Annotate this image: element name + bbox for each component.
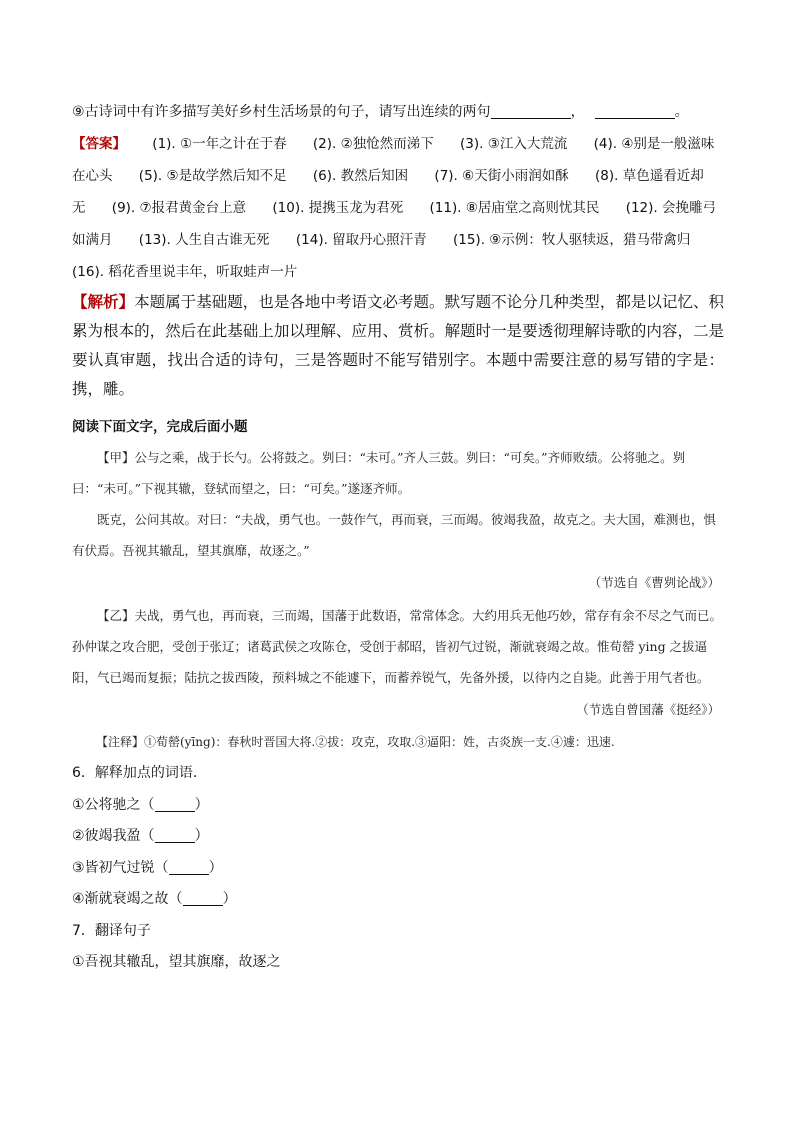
answer-item: (15). ⑨示例：牧人驱犊返，猎马带禽归	[452, 232, 691, 248]
answer-line	[72, 224, 724, 256]
item-close: ）	[222, 891, 237, 907]
answer-item: (7). ⑥天街小雨润如酥	[434, 168, 569, 184]
question-6-item	[72, 884, 724, 916]
item-text: ①公将驰之（	[72, 796, 155, 813]
analysis-block	[72, 288, 724, 404]
answer-item: (12). 会挽雕弓	[625, 200, 716, 216]
question-6-title: 6．解释加点的词语.	[72, 765, 198, 781]
item-close: ）	[194, 796, 209, 813]
answer-line	[72, 160, 724, 192]
analysis-text: 本题属于基础题，也是各地中考语文必考题。默写题不论分几种类型，都是以记忆、积累为根本的，然后在此基础上加以理解、应用、赏析。解题时一是要透彻理解诗歌的内容，二是要认真审题，找出合适的诗句，三是答题时不能写错别字。本题中需要注意的易写错的字是：携，雕。	[72, 293, 724, 398]
end-mark: 。	[674, 104, 689, 120]
answer-line	[72, 192, 724, 224]
passage-a-source: （节选自《曹刿论战》）	[588, 575, 720, 590]
answer-blank-2[interactable]	[595, 104, 675, 119]
question-6-item	[72, 853, 724, 885]
question-7	[72, 916, 724, 979]
passage-b-paragraph-1: 【乙】夫战，勇气也，再而衰，三而竭，国藩于此数语，常常体念。大约用兵无他巧妙，常存有余不尽之气而已。孙仲谋之攻合肥，受创于张辽；诸葛武侯之攻陈仓，受创于郝昭，皆初气过锐，渐就衰竭之故。惟荀罃 ying 之拔逼阳，气已竭而复振；陆抗之拔西陵，预料城之不能遽下，而蓄养锐气，先备外援，以待内之自毙。此善于用气者也。	[72, 608, 723, 685]
answer-item: (4). ④别是一般滋味	[593, 136, 715, 152]
answer-item: (10). 提携玉龙为君死	[272, 200, 404, 216]
notes: 【注释】①荀罃(yīng)：春秋时晋国大将.②拔：攻克，攻取.③逼阳：姓，古炎族一支.④遽：迅速.	[96, 735, 615, 749]
question-9-text: ⑨古诗词中有许多描写美好乡村生活场景的句子，请写出连续的两句	[72, 104, 491, 120]
answer-item: (13). 人生自古谁无死	[138, 232, 270, 248]
item-text: ④渐就衰竭之故（	[72, 891, 183, 907]
answer-item: 无	[72, 200, 86, 216]
question-6	[72, 758, 724, 916]
item-close: ）	[208, 859, 223, 876]
answer-blank[interactable]	[169, 860, 209, 875]
item-text: ③皆初气过锐（	[72, 859, 169, 876]
answer-line	[72, 256, 724, 288]
answer-blank[interactable]	[155, 828, 195, 843]
answer-line	[72, 128, 724, 160]
question-6-item	[72, 790, 724, 822]
passage-a-paragraph-2: 既克，公问其故。对曰：“夫战，勇气也。一鼓作气，再而衰，三而竭。彼竭我盈，故克之。夫大国，难测也，惧有伏焉。吾视其辙乱，望其旗靡，故逐之。”	[72, 512, 716, 558]
answer-item: (5). ⑤是故学然后知不足	[138, 168, 287, 184]
question-7-title: 7．翻译句子	[72, 922, 151, 939]
answer-item: (14). 留取丹心照汗青	[295, 232, 427, 248]
passage-a	[72, 442, 724, 600]
worksheet-page	[72, 92, 724, 979]
answer-item: (16). 稻花香里说丰年，听取蛙声一片	[72, 264, 298, 280]
answer-blank[interactable]	[155, 797, 195, 812]
question-7-item: ①吾视其辙乱，望其旗靡，故逐之	[72, 954, 281, 970]
answer-item: (6). 教然后知困	[312, 168, 409, 184]
passage-b	[72, 600, 724, 727]
answer-item: (11). ⑧居庙堂之高则忧其民	[429, 200, 600, 216]
separator: ，	[570, 104, 585, 120]
passage-b-source: （节选自曾国藩《挺经》）	[576, 702, 720, 717]
answer-item: (9). ⑦报君黄金台上意	[111, 200, 247, 216]
item-close: ）	[194, 828, 209, 844]
answer-item: (8). 草色遥看近却	[595, 168, 704, 184]
answer-blank[interactable]	[183, 891, 223, 906]
answer-item: (2). ②独怆然而涕下	[312, 136, 434, 152]
passage-a-paragraph-1: 【甲】公与之乘，战于长勺。公将鼓之。刿曰：“未可。”齐人三鼓。刿曰：“可矣。”齐师败绩。公将驰之。刿曰：“未可。”下视其辙，登轼而望之，曰：“可矣。”遂逐齐师。	[72, 450, 686, 496]
analysis-tag: 【解析】	[72, 293, 135, 311]
answer-blank-1[interactable]	[491, 104, 571, 119]
question-6-item	[72, 821, 724, 853]
answer-item: (1). ①一年之计在于春	[152, 136, 287, 152]
answer-tag: 【答案】	[72, 136, 126, 152]
item-text: ②彼竭我盈（	[72, 828, 155, 844]
answer-block	[72, 128, 724, 288]
answer-item: 在心头	[72, 168, 113, 184]
reading-heading: 阅读下面文字，完成后面小题	[72, 419, 248, 435]
answer-item: 如满月	[72, 232, 113, 248]
answer-item: (3). ③江入大荒流	[460, 136, 568, 152]
question-9	[72, 96, 724, 128]
